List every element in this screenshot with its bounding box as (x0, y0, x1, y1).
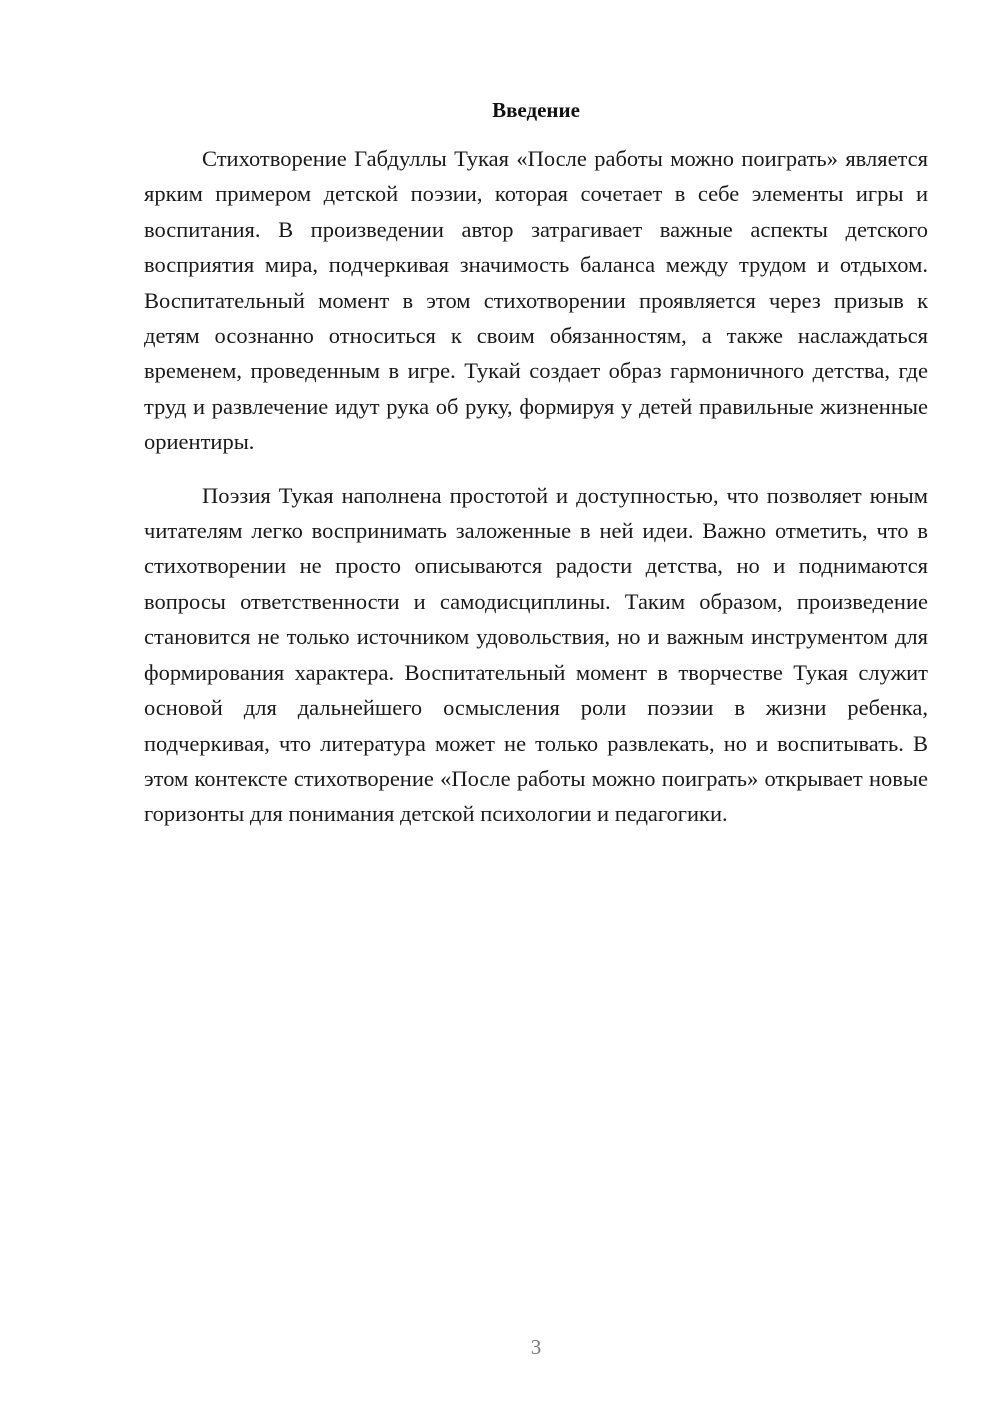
paragraph-2: Поэзия Тукая наполнена простотой и доступностью, что позволяет юным читателям легко воспринимать заложенные в ней идеи. Важно отметить, что в стихотворении не просто описываются радости детства, но и поднимаются вопросы ответственности и самодисциплины. Таким образом, произведение становится не только источником удовольствия, но и важным инструментом для формирования характера. Воспитательный момент в творчестве Тукая служит основой для дальнейшего осмысления роли поэзии в жизни ребенка, подчеркивая, что литература может не только развлекать, но и воспитывать. В этом контексте стихотворение «После работы можно поиграть» открывает новые горизонты для понимания детской психологии и педагогики. (144, 482, 928, 827)
page-content (144, 95, 928, 850)
page-number: 3 (530, 1335, 542, 1359)
section-title: Введение (492, 98, 580, 122)
paragraph-1: Стихотворение Габдуллы Тукая «После работы можно поиграть» является ярким примером детской поэзии, которая сочетает в себе элементы игры и воспитания. В произведении автор затрагивает важные аспекты детского восприятия мира, подчеркивая значимость баланса между трудом и отдыхом. Воспитательный момент в этом стихотворении проявляется через призыв к детям осознанно относиться к своим обязанностям, а также наслаждаться временем, проведенным в игре. Тукай создает образ гармоничного детства, где труд и развлечение идут рука об руку, формируя у детей правильные жизненные ориентиры. (144, 146, 928, 455)
